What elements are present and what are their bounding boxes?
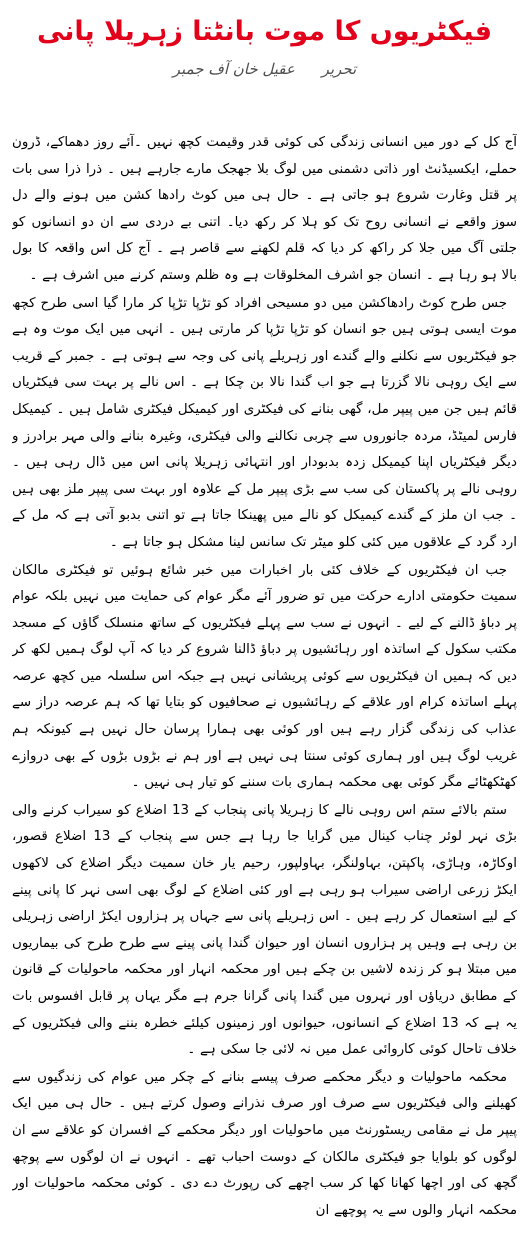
paragraph-canal-pollution: ستم بالائے ستم اس روہی نالے کا زہریلا پانی پنجاب کے 13 اضلاع کو سیراب کرنے والی بڑی نہر لوئر چناب کینال میں گرایا جا رہا ہے جس سے پنجاب کے 13 اضلاع قصور، اوکاڑہ، وہاڑی، پاکپتن، بہاولنگر، بہاولپور، رحیم یار خان سمیت دیگر اضلاع کی لاکھوں ایکڑ زرعی اراضی سیراب ہو رہی ہے اور کئی اضلاع کے لوگ بھی اسی نہر کا پانی پینے کے لیے استعمال کر رہے ہیں ۔ اس زہریلے پانی سے جہاں پر ہزاروں ایکڑ اراضی زہریلی بن رہی ہے وہیں پر ہزاروں انسان اور حیوان گندا پانی پینے سے طرح طرح کی بیماریوں میں مبتلا ہو کر زندہ لاشیں بن چکے ہیں اور محکمہ انہار اور محکمہ ماحولیات کے قانون کے مطابق دریاؤں اور نہروں میں گندا پانی گرانا جرم ہے مگر یہاں پر قابل افسوس بات یہ ہے کہ 13 اضلاع کے انسانوں، حیوانوں اور زمینوں کیلئے خطرہ بننے والی فیکٹریوں کے خلاف تاحال کوئی کاروائی عمل میں نہ لائی جا سکی ہے ۔ bbox=[12, 802, 517, 1058]
article-body bbox=[12, 130, 517, 1258]
byline-label: تحریر bbox=[321, 60, 357, 78]
paragraph-pressure-on-residents: جب ان فیکٹریوں کے خلاف کئی بار اخبارات میں خبر شائع ہوئیں تو فیکٹری مالکان سمیت حکومتی ادارے حرکت میں تو ضرور آئے مگر عوام کی حمایت میں نہیں بلکہ عوام پر دباؤ ڈالنے کے لیے ۔ انہوں نے سب سے پہلے فیکٹریوں کے ساتھ منسلک گاؤں کے مسجد مکتب سکول کے اساتذہ اور رہائشیوں پر دباؤ ڈالنا شروع کر دیا کہ آپ لوگ ہمیں لکھ کر دیں کہ ہمیں ان فیکٹریوں سے کوئی پریشانی نہیں ہے جبکہ اس سلسلہ میں کچھ عرصہ پہلے اساتذہ کرام اور علاقے کے رہائشیوں نے صحافیوں کو بتایا تھا کہ ہم عرصہ دراز سے عذاب کی زندگی گزار رہے ہیں اور کوئی بھی ہمارا پرسان حال نہیں ہے کیونکہ ہم غریب لوگ ہیں اور ہماری کوئی سنتا ہی نہیں ہے اور ہم نے بڑوں بڑوں کے بھی دروازے کھٹکھٹائے مگر کوئی بھی محکمہ ہماری بات سننے کو تیار ہی نہیں ۔ bbox=[12, 562, 517, 791]
article-headline: فیکٹریوں کا موت بانٹتا زہریلا پانی bbox=[36, 16, 493, 47]
paragraph-intro: آج کل کے دور میں انسانی زندگی کی کوئی قدر وقیمت کچھ نہیں ۔آئے روز دھماکے، ڈرون حملے، ایکسیڈنٹ اور ذاتی دشمنی میں لوگ بلا جھجک مارے جارہے ہیں ۔ ذرا ذرا سی بات پر قتل وغارت شروع ہو جاتی ہے ۔ حال ہی میں کوٹ رادھا کشن میں ہونے والے دل سوز واقعے نے انسانی روح تک کو ہلا کر رکھ دیا۔ اتنی بے دردی سے ان دو انسانوں کو جلتی آگ میں جلا کر راکھ کر دیا کہ قلم لکھنے سے قاصر ہے ۔ آج کل اس واقعہ کا بول بالا ہو رہا ہے ۔ انسان جو اشرف المخلوقات ہے وہ ظلم وستم کرنے میں اشرف ہے ۔ bbox=[12, 135, 517, 283]
article-byline bbox=[12, 56, 517, 82]
paragraph-departments: محکمہ ماحولیات و دیگر محکمے صرف پیسے بنانے کے چکر میں عوام کی زندگیوں سے کھیلنے والی فیکٹریوں سے صرف اور صرف نذرانے وصول کرتے ہیں ۔ حال ہی میں ایک پیپر مل نے مقامی ریسٹورنٹ میں ماحولیات اور دیگر محکمے کے افسران کو علاقے سے ان لوگوں کو بلوایا جو فیکٹری مالکان کے دوست احباب تھے ۔ انہوں نے ان لوگوں سے پوچھ گچھ کی اور اچھا کھانا کھا کر سب اچھے کی رپورٹ دے دی ۔ کوئی محکمہ ماحولیات اور محکمہ انہار والوں سے یہ پوچھے ان bbox=[12, 1069, 517, 1218]
paragraph-roohi-nala: جس طرح کوٹ رادھاکشن میں دو مسیحی افراد کو تڑپا تڑپا کر مارا گیا اسی طرح کچھ موت ایسی ہوتی ہیں جو انسان کو تڑپا تڑپا کر مارتی ہیں ۔ انہی میں ایک موت وہ ہے جو فیکٹریوں سے نکلنے والے گندے اور زہریلے پانی کی وجہ سے ہوتی ہے ۔ جمبر کے قریب سے ایک روہی نالا گزرتا ہے جو اب گندا نالا بن چکا ہے ۔ اس نالے پر بہت سی فیکٹریاں قائم ہیں جن میں پیپر مل، گھی بنانے کی فیکٹری اور کیمیکل فیکٹری شامل ہیں ۔ کیمیکل فارس لمیٹڈ، مردہ جانوروں سے چربی نکالنے والی فیکٹری، وغیرہ بنانے والی مہر برادرز و دیگر فیکٹریاں اپنا کیمیکل زدہ بدبودار اور انتہائی زہریلا پانی اس میں ڈال رہی ہیں ۔ روہی نالے پر پاکستان کی سب سے بڑی پیپر مل کے علاوہ اور بہت سی پیپر ملز بھی ہیں ۔ جب ان ملز کے گندے کیمیکل کو نالے میں پھینکا جاتا ہے تو اتنی بدبو آتی ہے کہ مل کے ارد گرد کے علاقوں میں کئی کلو میٹر تک سانس لینا مشکل ہو جاتا ہے ۔ bbox=[12, 295, 517, 550]
byline-author: عقیل خان آف جمبر bbox=[172, 60, 295, 78]
